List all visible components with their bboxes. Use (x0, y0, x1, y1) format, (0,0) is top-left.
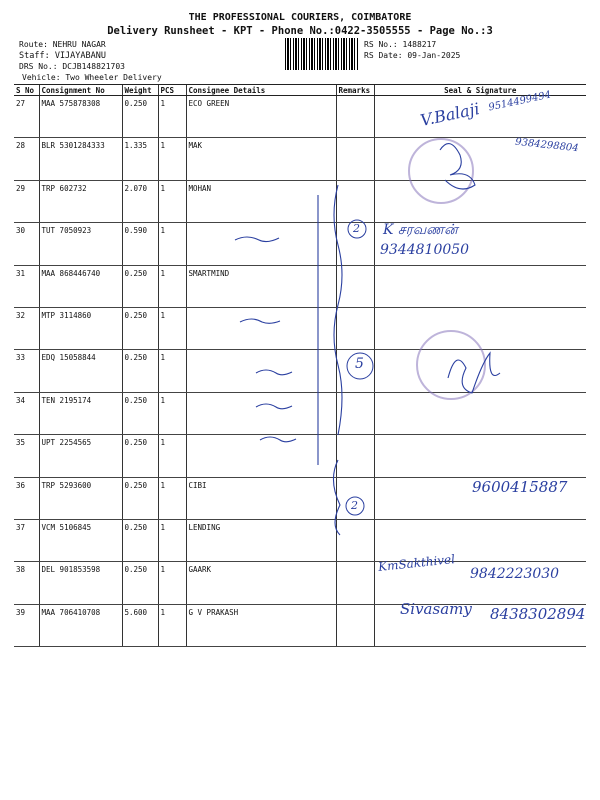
serial-number: 27 (14, 96, 39, 138)
pcs-count: 1 (158, 392, 186, 434)
col-weight: Weight (122, 85, 158, 96)
pcs-count: 1 (158, 435, 186, 477)
rs-date: RS Date: 09-Jan-2025 (364, 51, 461, 60)
weight-value: 0.250 (122, 350, 158, 392)
weight-value: 0.250 (122, 435, 158, 477)
receiver-signature: V.Balaji (418, 98, 482, 131)
rs-number: RS No.: 1488217 (364, 40, 437, 49)
consignment-number: DEL 901853598 (39, 562, 122, 604)
weight-value: 2.070 (122, 180, 158, 222)
col-seal-signature: Seal & Signature (374, 85, 586, 96)
pcs-count: 1 (158, 138, 186, 180)
consignee-details: GAARK (186, 562, 336, 604)
consignee-details: MOHAN (186, 180, 336, 222)
signature-scribble-icon (448, 353, 500, 393)
weight-value: 0.250 (122, 562, 158, 604)
consignment-number: EDQ 15058844 (39, 350, 122, 392)
consignment-number: TUT 7050923 (39, 223, 122, 265)
staff-label: Staff: VIJAYABANU (19, 51, 106, 61)
bracket-line-icon (318, 185, 342, 465)
dash-mark-icon (256, 370, 292, 375)
weight-value: 5.600 (122, 604, 158, 646)
consignment-number: MAA 868446740 (39, 265, 122, 307)
consignment-number: UPT 2254565 (39, 435, 122, 477)
receiver-phone: 8438302894 (490, 605, 586, 623)
col-consignee: Consignee Details (186, 85, 336, 96)
consignment-number: MAA 706410708 (39, 604, 122, 646)
receiver-phone: 9384298804 (514, 136, 580, 155)
receiver-phone: 9344810050 (380, 242, 470, 258)
col-consignment: Consignment No (39, 85, 122, 96)
weight-value: 0.250 (122, 392, 158, 434)
consignment-number: TEN 2195174 (39, 392, 122, 434)
serial-number: 34 (14, 392, 39, 434)
pcs-count: 1 (158, 562, 186, 604)
remark-count: 2 (351, 499, 358, 512)
consignment-number: VCM 5106845 (39, 519, 122, 561)
receiver-signature: KmSakthivel (377, 552, 456, 574)
receiver-phone: 9600415887 (472, 478, 568, 496)
runsheet-subtitle: Delivery Runsheet - KPT - Phone No.:0422-3505555 - Page No.:3 (107, 25, 493, 37)
pcs-count: 1 (158, 265, 186, 307)
serial-number: 37 (14, 519, 39, 561)
dash-mark-icon (235, 237, 279, 242)
company-title: THE PROFESSIONAL COURIERS, COIMBATORE (188, 12, 412, 23)
serial-number: 36 (14, 477, 39, 519)
consignee-details: SMARTMIND (186, 265, 336, 307)
pcs-count: 1 (158, 223, 186, 265)
col-pcs: PCS (158, 85, 186, 96)
pcs-count: 1 (158, 604, 186, 646)
consignment-number: MTP 3114860 (39, 307, 122, 349)
pcs-count: 1 (158, 477, 186, 519)
receiver-phone: 9514499494 (487, 89, 553, 114)
pcs-count: 1 (158, 350, 186, 392)
weight-value: 0.250 (122, 477, 158, 519)
weight-value: 0.250 (122, 519, 158, 561)
consignee-details: CIBI (186, 477, 336, 519)
vehicle-label: Vehicle: Two Wheeler Delivery (22, 73, 162, 82)
consignment-number: MAA 575878308 (39, 96, 122, 138)
col-sno: S No (14, 85, 39, 96)
receiver-signature: Sivasamy (400, 600, 472, 618)
serial-number: 30 (14, 223, 39, 265)
remark-count: 2 (353, 222, 360, 235)
consignment-number: TRP 5293600 (39, 477, 122, 519)
dash-mark-icon (240, 319, 280, 323)
pcs-count: 1 (158, 180, 186, 222)
col-remarks: Remarks (336, 85, 374, 96)
serial-number: 38 (14, 562, 39, 604)
consignee-details: LENDING (186, 519, 336, 561)
consignment-number: BLR 5301284333 (39, 138, 122, 180)
consignee-details: ECO GREEN (186, 96, 336, 138)
consignee-details: MAK (186, 138, 336, 180)
remark-count: 5 (355, 356, 364, 372)
bracket-line-icon (333, 460, 340, 535)
pcs-count: 1 (158, 307, 186, 349)
route-label: Route: NEHRU NAGAR (19, 40, 106, 49)
serial-number: 33 (14, 350, 39, 392)
weight-value: 0.250 (122, 307, 158, 349)
dash-mark-icon (260, 437, 296, 442)
serial-number: 31 (14, 265, 39, 307)
receiver-signature: K சரவணன் (383, 222, 458, 238)
serial-number: 29 (14, 180, 39, 222)
consignment-number: TRP 602732 (39, 180, 122, 222)
serial-number: 28 (14, 138, 39, 180)
serial-number: 32 (14, 307, 39, 349)
weight-value: 0.590 (122, 223, 158, 265)
receiver-phone: 9842223030 (470, 566, 560, 582)
signature-scribble-icon (440, 144, 475, 189)
pcs-count: 1 (158, 96, 186, 138)
serial-number: 39 (14, 604, 39, 646)
weight-value: 1.335 (122, 138, 158, 180)
serial-number: 35 (14, 435, 39, 477)
dash-mark-icon (256, 404, 292, 409)
drs-label: DRS No.: DCJB148821703 (19, 62, 125, 71)
pcs-count: 1 (158, 519, 186, 561)
weight-value: 0.250 (122, 265, 158, 307)
weight-value: 0.250 (122, 96, 158, 138)
consignee-details: G V PRAKASH (186, 604, 336, 646)
